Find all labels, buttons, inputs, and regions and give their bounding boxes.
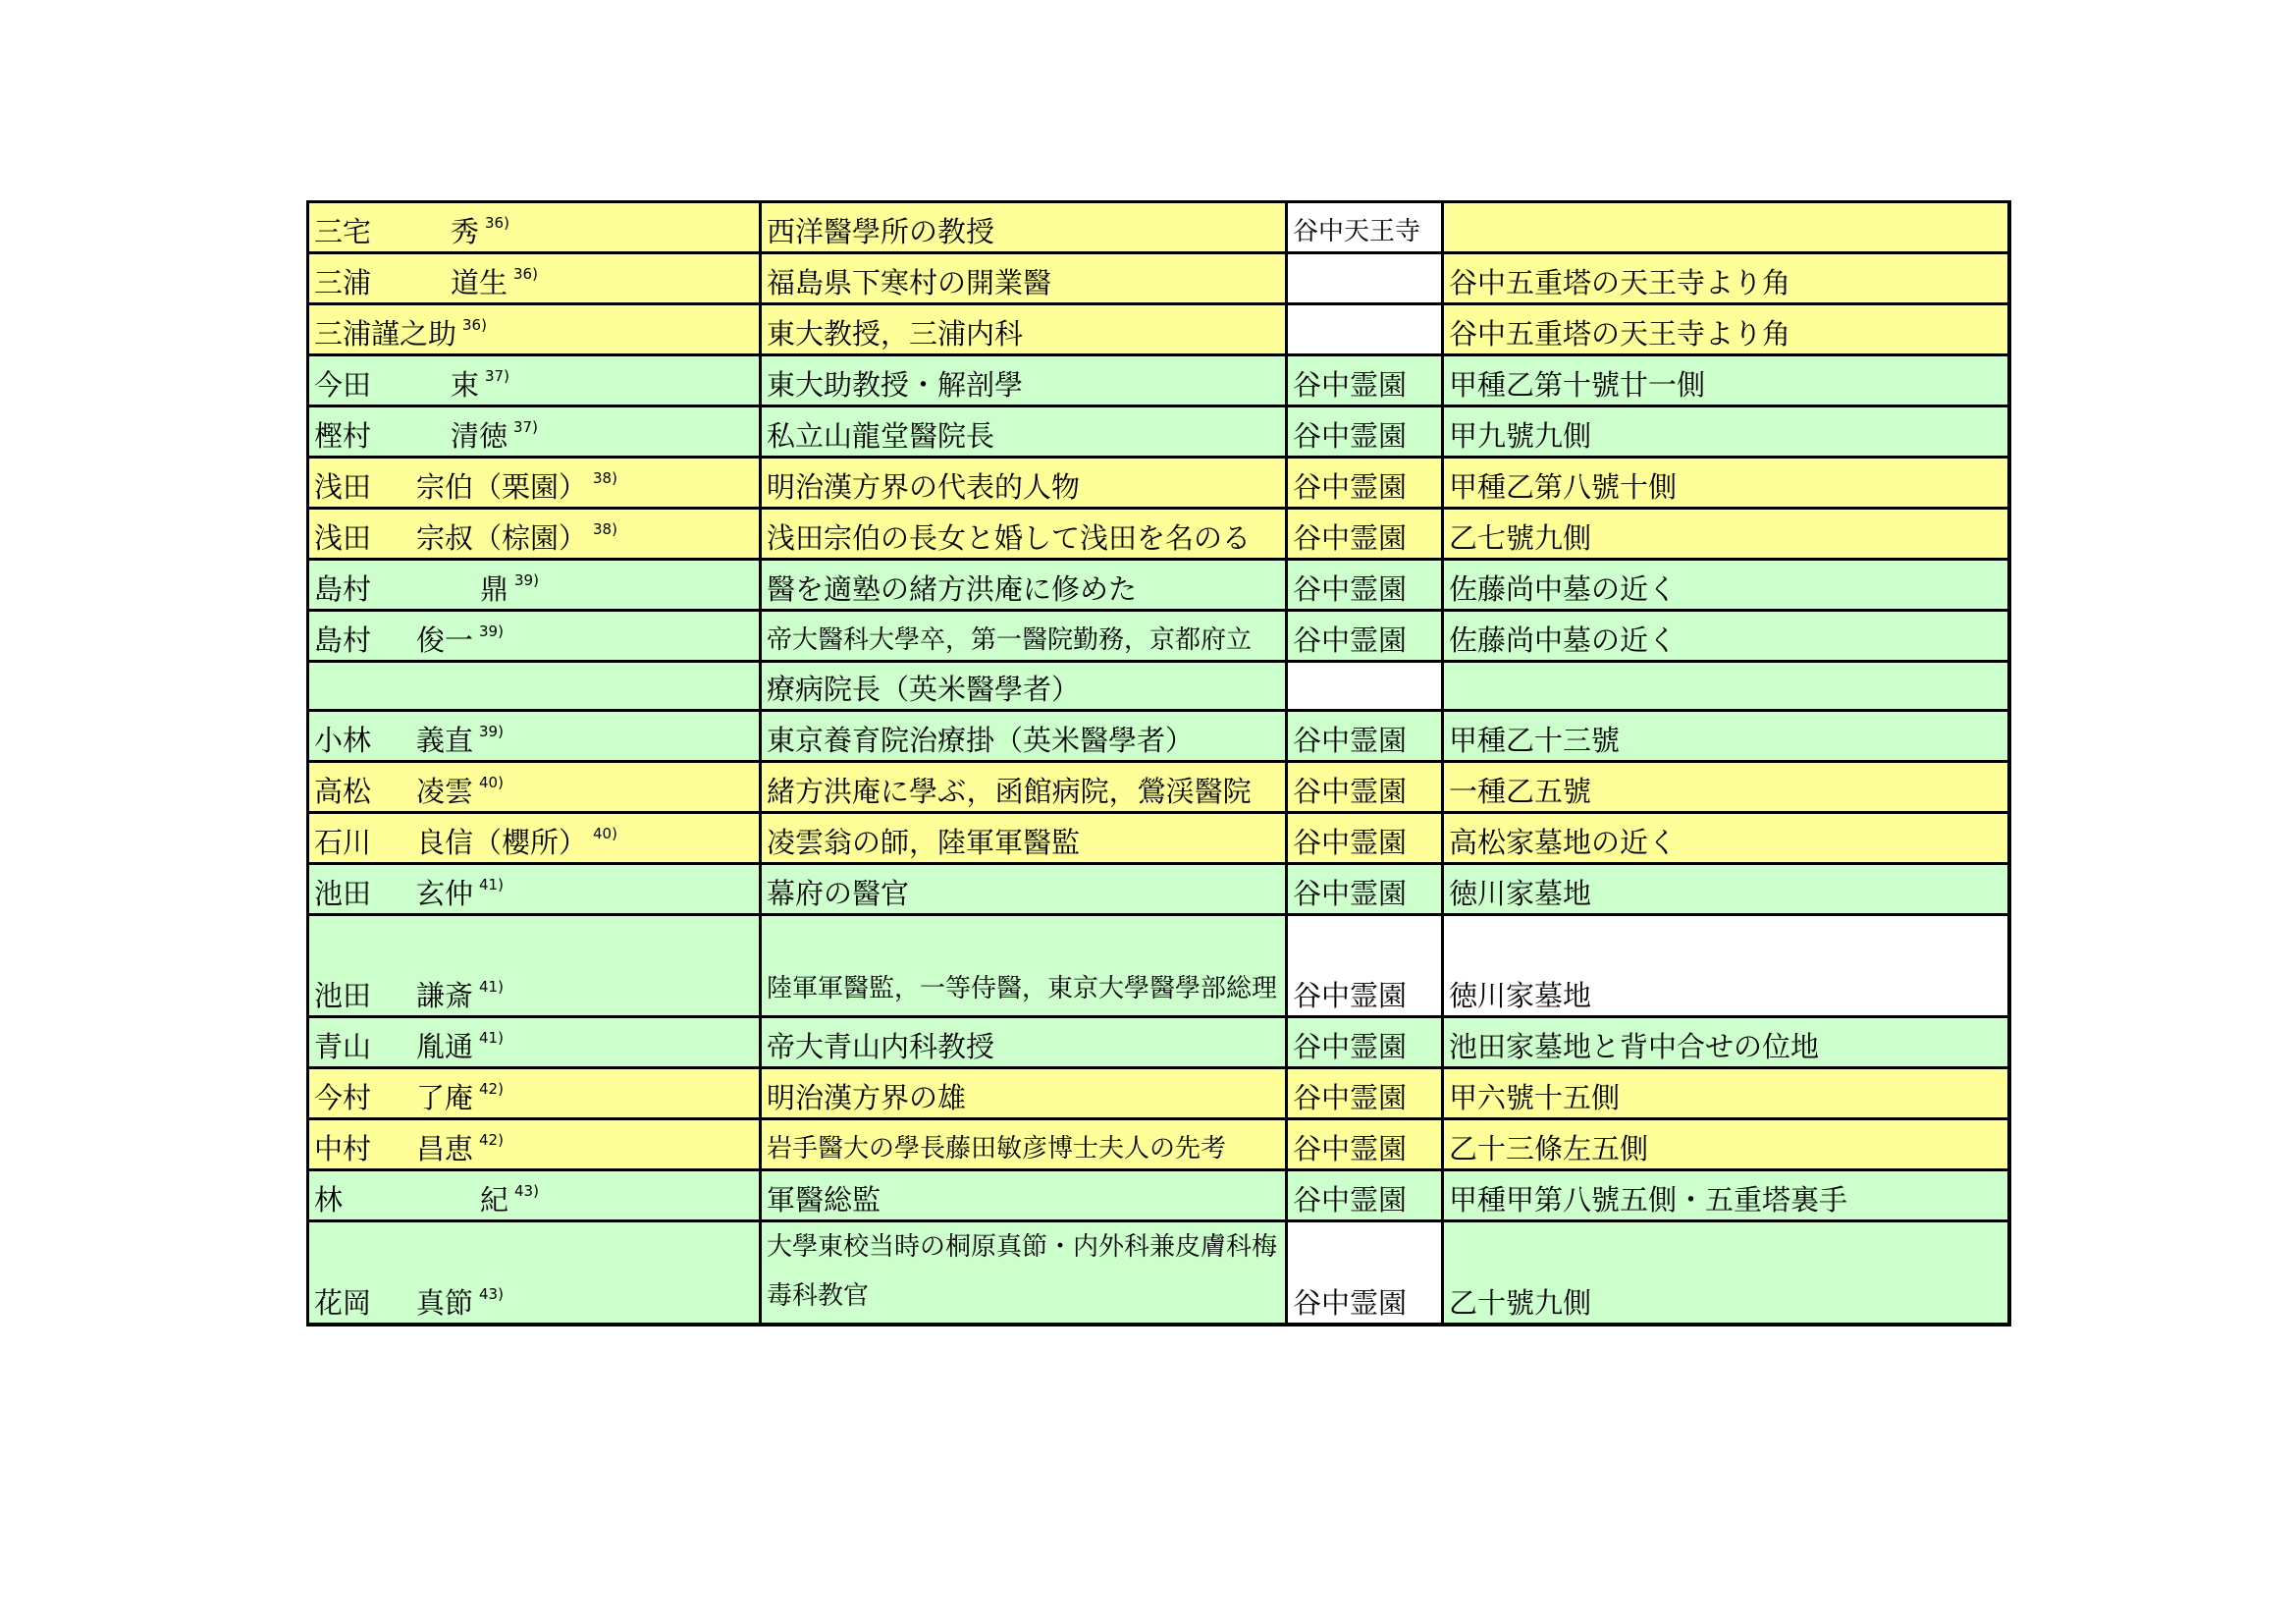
name-cell <box>308 509 761 560</box>
name-cell <box>308 1119 761 1170</box>
cemetery-cell: 谷中霊園 <box>1287 406 1443 458</box>
table-row <box>308 662 2009 711</box>
given-name: 謙斎 <box>416 979 474 1012</box>
given-name: 了庵 <box>416 1081 474 1114</box>
cemetery-cell: 谷中霊園 <box>1287 762 1443 813</box>
cemetery-cell: 谷中霊園 <box>1287 560 1443 611</box>
table-row <box>308 304 2009 355</box>
name-cell <box>308 355 761 406</box>
cemetery-cell: 谷中霊園 <box>1287 458 1443 509</box>
description-cell: 軍醫総監 <box>761 1170 1287 1221</box>
location-cell: 谷中五重塔の天王寺より角 <box>1443 253 2009 304</box>
description-cell: 明治漢方界の雄 <box>761 1068 1287 1119</box>
cemetery-cell: 谷中天王寺 <box>1287 202 1443 253</box>
name-cell <box>308 458 761 509</box>
given-name: 良信（櫻所） <box>416 826 588 859</box>
location-cell: 徳川家墓地 <box>1443 915 2009 1017</box>
location-cell: 甲種乙十三號 <box>1443 711 2009 762</box>
table-row <box>308 458 2009 509</box>
name-cell <box>308 813 761 864</box>
description-cell: 明治漢方界の代表的人物 <box>761 458 1287 509</box>
given-name: 凌雲 <box>416 775 474 808</box>
name-cell <box>308 762 761 813</box>
description-cell: 西洋醫學所の教授 <box>761 202 1287 253</box>
name-cell <box>308 662 761 711</box>
reference-number: 42) <box>479 1131 504 1149</box>
table-row <box>308 560 2009 611</box>
table-row <box>308 915 2009 1017</box>
reference-number: 43) <box>514 1182 539 1200</box>
reference-number: 39) <box>479 623 504 640</box>
surname: 小林 <box>314 724 372 757</box>
reference-number: 37) <box>485 367 509 385</box>
given-name: 義直 <box>416 724 474 757</box>
burial-table-body <box>308 202 2009 1326</box>
given-name: 胤通 <box>416 1030 474 1063</box>
name-cell <box>308 560 761 611</box>
table-row <box>308 611 2009 662</box>
name-cell <box>308 915 761 1017</box>
reference-number: 41) <box>479 1029 504 1047</box>
location-cell: 佐藤尚中墓の近く <box>1443 560 2009 611</box>
location-cell <box>1443 202 2009 253</box>
location-cell: 乙七號九側 <box>1443 509 2009 560</box>
reference-number: 36) <box>485 214 509 232</box>
surname: 浅田 <box>314 521 372 555</box>
cemetery-cell: 谷中霊園 <box>1287 711 1443 762</box>
location-cell: 佐藤尚中墓の近く <box>1443 611 2009 662</box>
description-cell: 岩手醫大の學長藤田敏彦博士夫人の先考 <box>761 1119 1287 1170</box>
cemetery-cell: 谷中霊園 <box>1287 813 1443 864</box>
location-cell: 乙十號九側 <box>1443 1221 2009 1326</box>
table-row <box>308 1221 2009 1326</box>
reference-number: 40) <box>479 774 504 791</box>
location-cell: 池田家墓地と背中合せの位地 <box>1443 1017 2009 1068</box>
reference-number: 38) <box>593 520 617 538</box>
name-cell <box>308 253 761 304</box>
reference-number: 39) <box>479 723 504 740</box>
cemetery-cell: 谷中霊園 <box>1287 1068 1443 1119</box>
description-cell: 帝大醫科大學卒，第一醫院勤務，京都府立 <box>761 611 1287 662</box>
cemetery-cell: 谷中霊園 <box>1287 509 1443 560</box>
given-name: 道生 <box>451 266 508 299</box>
name-cell <box>308 611 761 662</box>
description-cell: 陸軍軍醫監，一等侍醫，東京大學醫學部総理 <box>761 915 1287 1017</box>
name-cell <box>308 304 761 355</box>
cemetery-cell: 谷中霊園 <box>1287 1170 1443 1221</box>
surname: 花岡 <box>314 1286 372 1320</box>
cemetery-cell: 谷中霊園 <box>1287 1221 1443 1326</box>
cemetery-cell: 谷中霊園 <box>1287 864 1443 915</box>
description-cell: 浅田宗伯の長女と婚して浅田を名のる <box>761 509 1287 560</box>
cemetery-cell: 谷中霊園 <box>1287 355 1443 406</box>
reference-number: 40) <box>593 825 617 842</box>
description-cell: 福島県下寒村の開業醫 <box>761 253 1287 304</box>
surname: 高松 <box>314 775 372 808</box>
description-cell: 療病院長（英米醫學者） <box>761 662 1287 711</box>
reference-number: 42) <box>479 1080 504 1098</box>
surname: 石川 <box>314 826 372 859</box>
cemetery-cell <box>1287 304 1443 355</box>
description-cell: 東京養育院治療掛（英米醫學者） <box>761 711 1287 762</box>
surname: 三宅 <box>314 215 372 248</box>
name-cell <box>308 1017 761 1068</box>
surname: 青山 <box>314 1030 372 1063</box>
location-cell: 甲種甲第八號五側・五重塔裏手 <box>1443 1170 2009 1221</box>
surname: 中村 <box>314 1132 372 1165</box>
location-cell: 高松家墓地の近く <box>1443 813 2009 864</box>
table-row <box>308 509 2009 560</box>
given-name: 真節 <box>416 1286 474 1320</box>
description-cell: 幕府の醫官 <box>761 864 1287 915</box>
location-cell: 谷中五重塔の天王寺より角 <box>1443 304 2009 355</box>
table-row <box>308 355 2009 406</box>
reference-number: 41) <box>479 876 504 893</box>
given-name: 昌恵 <box>416 1132 474 1165</box>
reference-number: 41) <box>479 978 504 996</box>
location-cell: 甲種乙第十號廿一側 <box>1443 355 2009 406</box>
table-row <box>308 202 2009 253</box>
description-cell: 東大助教授・解剖學 <box>761 355 1287 406</box>
given-name: 宗伯（栗園） <box>416 470 588 504</box>
description-cell: 私立山龍堂醫院長 <box>761 406 1287 458</box>
surname: 三浦謹之助 <box>314 317 457 351</box>
given-name: 秀 <box>451 215 480 248</box>
table-row <box>308 1017 2009 1068</box>
cemetery-cell: 谷中霊園 <box>1287 1119 1443 1170</box>
location-cell: 乙十三條左五側 <box>1443 1119 2009 1170</box>
surname: 三浦 <box>314 266 372 299</box>
given-name: 俊一 <box>416 623 474 657</box>
name-cell <box>308 202 761 253</box>
cemetery-cell: 谷中霊園 <box>1287 915 1443 1017</box>
description-cell: 凌雲翁の師，陸軍軍醫監 <box>761 813 1287 864</box>
reference-number: 36) <box>462 316 487 334</box>
name-cell <box>308 711 761 762</box>
given-name: 清徳 <box>451 419 508 453</box>
table-row <box>308 762 2009 813</box>
description-cell: 緒方洪庵に學ぶ，函館病院，鶯渓醫院 <box>761 762 1287 813</box>
given-name: 鼎 <box>480 572 509 606</box>
surname: 林 <box>314 1183 344 1217</box>
given-name: 束 <box>451 368 480 402</box>
table-row <box>308 1119 2009 1170</box>
surname: 島村 <box>314 623 372 657</box>
cemetery-cell: 谷中霊園 <box>1287 611 1443 662</box>
table-row <box>308 1170 2009 1221</box>
location-cell: 一種乙五號 <box>1443 762 2009 813</box>
name-cell <box>308 864 761 915</box>
table-row <box>308 253 2009 304</box>
given-name: 紀 <box>480 1183 509 1217</box>
name-cell <box>308 1221 761 1326</box>
description-cell: 醫を適塾の緒方洪庵に修めた <box>761 560 1287 611</box>
surname: 浅田 <box>314 470 372 504</box>
surname: 島村 <box>314 572 372 606</box>
surname: 池田 <box>314 979 372 1012</box>
reference-number: 39) <box>514 571 539 589</box>
cemetery-cell <box>1287 662 1443 711</box>
location-cell: 甲六號十五側 <box>1443 1068 2009 1119</box>
location-cell: 甲九號九側 <box>1443 406 2009 458</box>
table-row <box>308 711 2009 762</box>
name-cell <box>308 1068 761 1119</box>
reference-number: 38) <box>593 469 617 487</box>
location-cell: 甲種乙第八號十側 <box>1443 458 2009 509</box>
surname: 池田 <box>314 877 372 910</box>
surname: 樫村 <box>314 419 372 453</box>
cemetery-cell <box>1287 253 1443 304</box>
description-cell: 帝大青山内科教授 <box>761 1017 1287 1068</box>
name-cell <box>308 1170 761 1221</box>
given-name: 玄仲 <box>416 877 474 910</box>
description-cell: 大學東校当時の桐原真節・内外科兼皮膚科梅毒科教官 <box>761 1221 1287 1326</box>
cemetery-cell: 谷中霊園 <box>1287 1017 1443 1068</box>
reference-number: 43) <box>479 1285 504 1303</box>
location-cell: 徳川家墓地 <box>1443 864 2009 915</box>
surname: 今村 <box>314 1081 372 1114</box>
table-row <box>308 406 2009 458</box>
reference-number: 36) <box>513 265 538 283</box>
table-row <box>308 864 2009 915</box>
description-cell: 東大教授，三浦内科 <box>761 304 1287 355</box>
location-cell <box>1443 662 2009 711</box>
burial-table <box>306 200 2011 1326</box>
name-cell <box>308 406 761 458</box>
given-name: 宗叔（棕園） <box>416 521 588 555</box>
table-row <box>308 1068 2009 1119</box>
reference-number: 37) <box>513 418 538 436</box>
surname: 今田 <box>314 368 372 402</box>
table-row <box>308 813 2009 864</box>
